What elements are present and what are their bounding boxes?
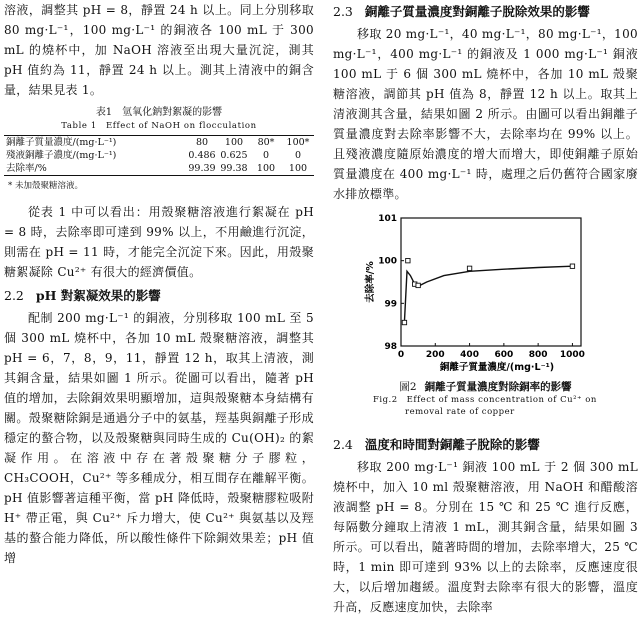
table-footnote: * 未加殼聚糖溶液。 (8, 181, 83, 191)
figure-number: 圖2 (399, 381, 417, 393)
table-row (4, 149, 314, 162)
table-row (4, 136, 314, 150)
data-point (467, 266, 471, 270)
cell: 0.486 (188, 150, 216, 161)
body-paragraph-5: 移取 200 mg·L⁻¹ 銅液 100 mL 于 2 個 300 mL 燒杯中，加入 10 ml 殼聚糖溶液，用 NaOH 和醋酸溶液調整 pH = 8。分別在 15 ℃ 和 25 ℃ 進行反應，每隔數分鐘取上清液 1 mL，測其銅含量，結果如圖 3 所示。可以看出，隨著時間的增加，去除率增大，25 ℃ 時，1 min 即可達到 93% 以上的去除率，反應速度很大，以后增加趨緩。溫度對去除率有很大的影響，溫度升高，反應速度加快，去除率 (333, 460, 638, 614)
section-title: 溫度和時間對銅離子脫除的影響 (364, 437, 540, 452)
line-chart (333, 206, 638, 376)
row-label: 去除率/% (6, 163, 47, 174)
x-tick-label: 400 (460, 350, 479, 360)
section-number: 2.2 (4, 288, 24, 303)
body-paragraph-3: 配制 200 mg·L⁻¹ 的銅液，分別移取 100 mL 至 5 個 300 mL 燒杯中，各加 10 mL 殼聚糖溶液，調整其 pH = 6，7，8，9，11，靜置 12 h，取其上清液，測其銅含量，結果如圖 1 所示。從圖可以看出，隨著 pH 值的增加，去除銅效果明顯增加，這與殼聚糖本身結構有關。殼聚糖除銅是通過分子中的氨基，羥基與銅離子形成穩定的螯合物，以及殼聚糖與同時生成的 Cu(OH)₂ 的絮凝作用。在溶液中存在著殼聚糖分子膠粒，CH₃COOH，Cu²⁺ 等多種成分，相互間存在離解平衡。pH 值影響著這種平衡，當 pH 降低時，殼聚糖膠粒吸附 H⁺ 帶正電，與 Cu²⁺ 斥力增大，使 Cu²⁺ 與氨基以及羥基的螯合能力降低，所以酸性條件下除銅效果差；pH 值增 (4, 311, 314, 565)
cell: 0 (294, 150, 302, 161)
y-tick-label: 101 (378, 214, 397, 224)
figure-title: 銅離子質量濃度對除銅率的影響 (424, 381, 572, 393)
right-column (333, 0, 638, 617)
y-axis-label: 去除率/% (365, 261, 376, 303)
body-paragraph-2: 從表 1 中可以看出：用殼聚糖溶液進行絮凝在 pH = 8 時，去除率即可達到 99% 以上，不用鹼進行沉淀，則需在 pH = 11 時，才能完全沉淀下來。因此，用殼聚糖絮凝除 Cu²⁺ 有很大的經濟價值。 (4, 205, 314, 279)
x-tick-label: 0 (397, 350, 405, 360)
data-point (416, 283, 420, 287)
row-label: 銅離子質量濃度/(mg·L⁻¹) (4, 136, 186, 150)
cell: 0.625 (220, 150, 248, 161)
x-tick-label: 200 (425, 350, 445, 360)
section-heading-2-2 (4, 286, 314, 306)
x-tick-label: 1000 (559, 350, 585, 360)
figure-caption-en-2: removal rate of copper (405, 407, 515, 417)
cell: 99.39 (188, 163, 216, 174)
y-tick-label: 98 (384, 342, 397, 352)
cell: 99.38 (220, 163, 248, 174)
data-point (402, 320, 406, 324)
x-tick-label: 800 (528, 350, 548, 360)
section-title: 銅離子質量濃度對銅離子脫除效果的影響 (364, 4, 590, 19)
cell: 0 (262, 150, 270, 161)
data-point (406, 258, 410, 262)
y-tick-label: 100 (378, 256, 397, 267)
left-column (4, 0, 314, 568)
cell: 100* (282, 136, 314, 150)
body-paragraph-1: 溶液，調整其 pH = 8，靜置 24 h 以上。同上分別移取 80 mg·L⁻¹，100 mg·L⁻¹ 的銅液各 100 mL 于 300 mL 的燒杯中，加 NaOH 溶液至出現大量沉淀，測其 pH 值約為 11，靜置 24 h 以上。測其上清液中的銅含量，結果見表 1。 (4, 3, 314, 97)
x-axis-label: 銅離子質量濃度/(mg·L⁻¹) (439, 362, 555, 373)
series-line (404, 266, 572, 322)
y-tick-label: 99 (384, 299, 397, 310)
section-heading-2-3 (333, 2, 638, 22)
section-title: pH 對絮凝效果的影響 (35, 288, 161, 303)
cell: 80* (250, 136, 282, 150)
table-row (4, 162, 314, 176)
data-table (4, 135, 314, 176)
x-tick-label: 600 (494, 350, 514, 360)
cell: 100 (256, 163, 276, 174)
table-caption-en: Table 1 Effect of NaOH on flocculation (61, 121, 257, 131)
cell: 100 (218, 136, 250, 150)
table-1 (4, 106, 314, 192)
section-number: 2.4 (333, 437, 353, 452)
section-heading-2-4 (333, 435, 638, 455)
data-point (570, 264, 574, 268)
cell: 80 (186, 136, 218, 150)
cell: 100 (288, 163, 308, 174)
table-caption: 表1 氫氧化鈉對絮凝的影響 (95, 107, 223, 118)
figure-2 (333, 206, 638, 431)
figure-caption-en: Fig.2 Effect of mass concentration of Cu²⁺ on (373, 395, 597, 405)
row-label: 殘液銅離子濃度/(mg·L⁻¹) (6, 150, 117, 161)
section-number: 2.3 (333, 4, 353, 19)
body-paragraph-4: 移取 20 mg·L⁻¹，40 mg·L⁻¹，80 mg·L⁻¹，100 mg·L⁻¹，400 mg·L⁻¹ 的銅液及 1 000 mg·L⁻¹ 銅液 100 mL 于 6 個 300 mL 燒杯中，各加 10 mL 殼聚糖溶液，調節其 pH 值為 8，靜置 12 h 以上。取其上清液測其含量，結果如圖 2 所示。由圖可以看出銅離子質量濃度對去除率影響不大，去除率均在 99% 以上。且殘液濃度隨原始濃度的增大而增大，即使銅離子原始質量濃度在 400 mg·L⁻¹ 時，處理之后仍舊符合國家廢水排放標準。 (333, 27, 638, 201)
figure-caption (333, 380, 638, 394)
